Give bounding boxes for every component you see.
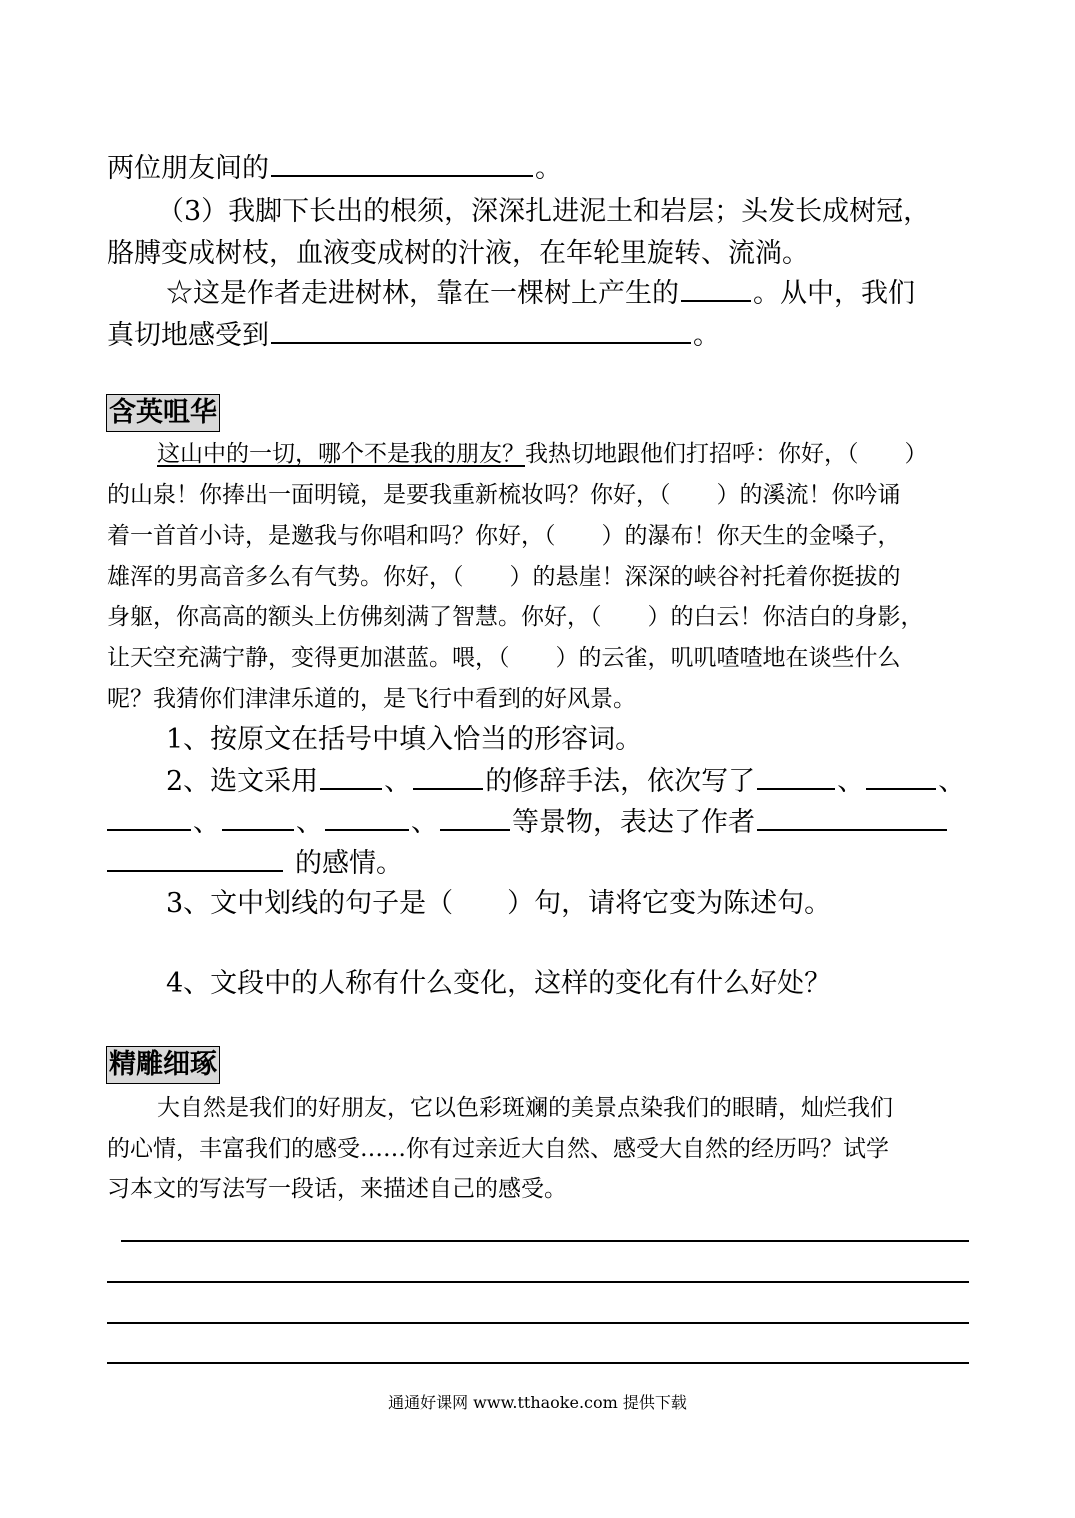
q2-prefix: 2、选文采用: [166, 766, 319, 797]
writing-line[interactable]: [107, 1362, 969, 1364]
q2-sep: 、: [384, 766, 412, 797]
item3-line2: 胳膊变成树枝，血液变成树的汁液，在年轮里旋转、流淌。: [107, 238, 809, 269]
passage-line5: 身躯，你高高的额头上仿佛刻满了智慧。你好，（ ）的白云！你洁白的身影，: [107, 604, 924, 630]
passage-line4: 雄浑的男高音多么有气势。你好，（ ）的悬崖！深深的峡谷衬托着你挺拔的: [107, 564, 901, 590]
question-2-line3: [107, 846, 403, 882]
footer-credit: 通通好课网 www.tthaoke.com 提供下载: [388, 1393, 687, 1412]
question-4: 4、文段中的人称有什么变化，这样的变化有什么好处？: [166, 968, 832, 999]
section-title-jingdiao: 精雕细琢: [106, 1046, 220, 1084]
writing-prompt-line3: 习本文的写法写一段话，来描述自己的感受。: [107, 1176, 567, 1202]
answer-blank[interactable]: [757, 828, 947, 831]
section-title-hanying: 含英咀华: [106, 394, 220, 432]
q2-mid2: 等景物，表达了作者: [512, 807, 755, 838]
star-line1-suffix: 。从中，我们: [753, 278, 915, 309]
writing-line[interactable]: [107, 1322, 969, 1324]
question-3: 3、文中划线的句子是（ ）句，请将它变为陈述句。: [166, 888, 832, 919]
writing-line[interactable]: [121, 1240, 969, 1242]
passage-line2: 的山泉！你捧出一面明镜，是要我重新梳妆吗？你好，（ ）的溪流！你吟诵: [107, 482, 901, 508]
writing-prompt-line2: 的心情，丰富我们的感受……你有过亲近大自然、感受大自然的经历吗？试学: [107, 1136, 889, 1162]
answer-blank[interactable]: [866, 787, 936, 790]
passage-line6: 让天空充满宁静，变得更加湛蓝。喂，（ ）的云雀，叽叽喳喳地在谈些什么: [107, 645, 901, 671]
question-2-line1: [166, 764, 965, 800]
q2-mid: 的修辞手法，依次写了: [485, 766, 756, 797]
answer-blank[interactable]: [107, 828, 191, 831]
answer-blank[interactable]: [681, 299, 751, 302]
writing-prompt-line1: 大自然是我们的好朋友，它以色彩斑斓的美景点染我们的眼睛，灿烂我们: [157, 1095, 893, 1121]
question-1: 1、按原文在括号中填入恰当的形容词。: [166, 724, 643, 755]
star-line2-prefix: 真切地感受到: [107, 320, 269, 351]
answer-blank[interactable]: [325, 828, 409, 831]
answer-blank[interactable]: [271, 174, 533, 177]
passage-line7: 呢？我猜你们津津乐道的，是飞行中看到的好风景。: [107, 686, 636, 712]
part1-line1: [107, 151, 562, 187]
star-line1: [166, 276, 915, 312]
q2-sep: 、: [193, 807, 220, 838]
passage-line3: 着一首首小诗，是邀我与你唱和吗？你好，（ ）的瀑布！你天生的金嗓子，: [107, 523, 901, 549]
star-line2: [107, 318, 720, 354]
answer-blank[interactable]: [413, 787, 483, 790]
part1-line1-suffix: 。: [535, 153, 562, 184]
q2-sep: 、: [296, 807, 323, 838]
answer-blank[interactable]: [271, 341, 691, 344]
underlined-sentence: 这山中的一切，哪个不是我的朋友？: [157, 441, 525, 467]
answer-blank[interactable]: [320, 787, 382, 790]
question-2-line2: [107, 805, 949, 841]
answer-blank[interactable]: [107, 869, 283, 872]
part1-line1-prefix: 两位朋友间的: [107, 153, 269, 184]
writing-line[interactable]: [107, 1281, 969, 1283]
item3-line1: （3）我脚下长出的根须，深深扎进泥土和岩层；头发长成树冠，: [157, 196, 931, 227]
answer-blank[interactable]: [222, 828, 294, 831]
q2-sep: 、: [837, 766, 865, 797]
answer-blank[interactable]: [440, 828, 510, 831]
star-line2-suffix: 。: [693, 320, 720, 351]
star-line1-prefix: ☆这是作者走进树林，靠在一棵树上产生的: [166, 278, 679, 309]
answer-blank[interactable]: [757, 787, 835, 790]
q2-end: 的感情。: [295, 848, 403, 879]
passage-line1-rest: 我热切地跟他们打招呼：你好，（ ）: [525, 441, 928, 467]
q2-sep: 、: [938, 766, 966, 797]
q2-sep: 、: [411, 807, 438, 838]
passage-line1: [157, 438, 928, 470]
